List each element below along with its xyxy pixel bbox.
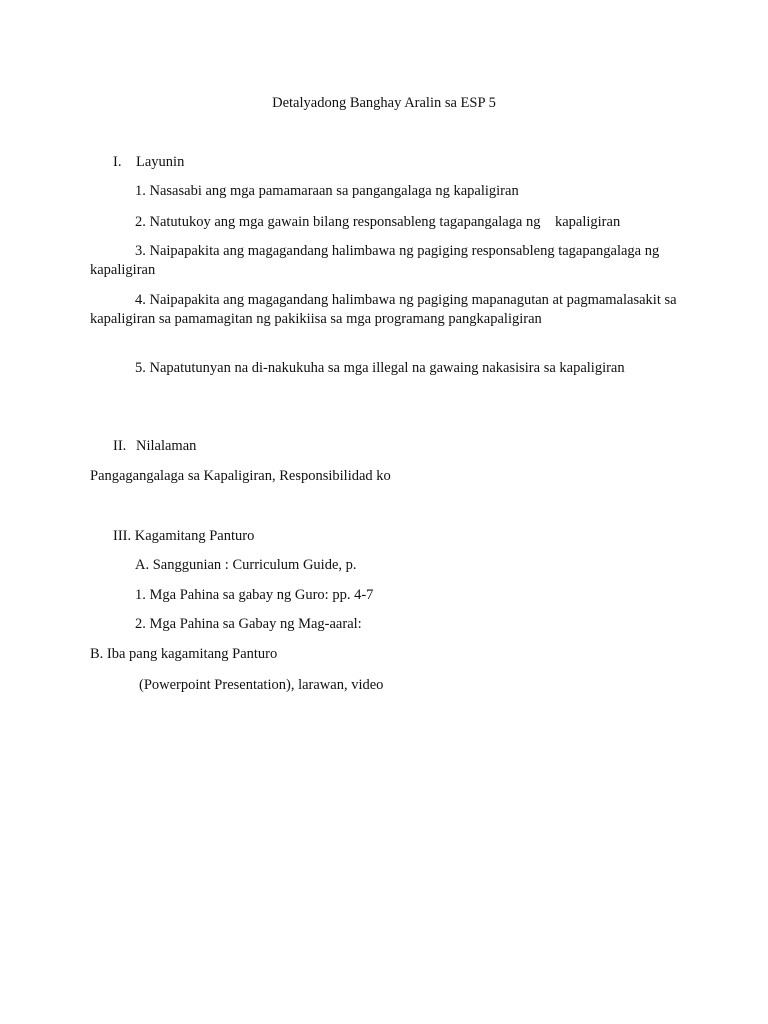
section-2-number: II. bbox=[113, 438, 127, 454]
section-1-heading: Layunin bbox=[136, 154, 185, 170]
iba-pang-kagamitan-heading: B. Iba pang kagamitang Panturo bbox=[90, 646, 278, 662]
objective-3: 3. Naipapakita ang magagandang halimbawa ng pagiging responsableng tagapangalaga ng kapaligiran bbox=[90, 243, 660, 278]
objective-1: 1. Nasasabi ang mga pamamaraan sa pangangalaga ng kapaligiran bbox=[135, 183, 519, 199]
objective-4: 4. Naipapakita ang magagandang halimbawa ng pagiging mapanagutan at pagmamalasakit sa kapaligiran sa pamamagitan ng pakikiisa sa mga programang pangkapaligiran bbox=[90, 292, 677, 327]
section-2-content: Pangagangalaga sa Kapaligiran, Responsibilidad ko bbox=[90, 468, 391, 484]
objective-5: 5. Napatutunyan na di-nakukuha sa mga illegal na gawaing nakasisira sa kapaligiran bbox=[135, 360, 625, 376]
sanggunian-line: A. Sanggunian : Curriculum Guide, p. bbox=[135, 557, 357, 573]
mag-aaral-pages-line: 2. Mga Pahina sa Gabay ng Mag-aaral: bbox=[135, 616, 362, 632]
objective-2: 2. Natutukoy ang mga gawain bilang responsableng tagapangalaga ng kapaligiran bbox=[135, 214, 621, 230]
iba-pang-kagamitan-content: (Powerpoint Presentation), larawan, video bbox=[139, 677, 384, 693]
guro-pages-line: 1. Mga Pahina sa gabay ng Guro: pp. 4-7 bbox=[135, 587, 374, 603]
section-2-heading: Nilalaman bbox=[136, 438, 197, 454]
document-title: Detalyadong Banghay Aralin sa ESP 5 bbox=[272, 95, 496, 111]
section-3-heading: III. Kagamitang Panturo bbox=[113, 528, 255, 544]
section-1-number: I. bbox=[113, 154, 122, 170]
